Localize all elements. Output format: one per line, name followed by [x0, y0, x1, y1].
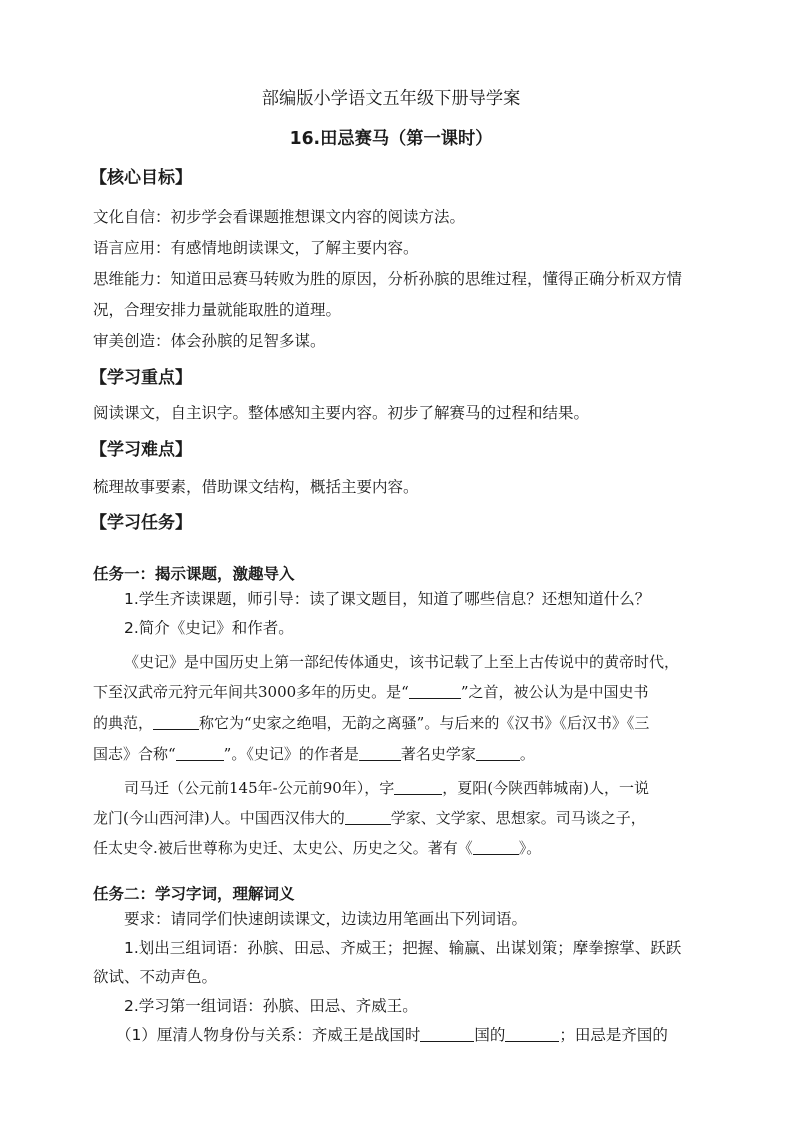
goal-language: 语言应用：有感情地朗读课文，了解主要内容。 — [93, 239, 419, 257]
fill-blank[interactable] — [476, 744, 520, 761]
task2-item3: （1）厘清人物身份与关系：齐威王是战国时 国的 ；田忌是齐国的 — [116, 1026, 668, 1044]
simaqian-paragraph-line2: 龙门(今山西河津)人。中国西汉伟大的 学家、文学家、思想家。司马谈之子， — [93, 809, 646, 827]
section-heading-difficulty: 【学习难点】 — [90, 440, 192, 460]
fill-blank[interactable] — [176, 744, 224, 761]
goal-culture: 文化自信：初步学会看课题推想课文内容的阅读方法。 — [93, 208, 466, 226]
fill-blank[interactable] — [394, 778, 442, 795]
shiji-paragraph-line3: 的典范， 称它为“史家之绝唱，无韵之离骚”。与后来的《汉书》《后汉书》《三 — [93, 714, 650, 732]
goal-thinking: 思维能力：知道田忌赛马转败为胜的原因，分析孙膑的思维过程，懂得正确分析双方情 — [93, 270, 683, 288]
task2-heading: 任务二：学习字词，理解词义 — [93, 885, 295, 903]
section-heading-goals: 【核心目标】 — [90, 168, 192, 188]
simaqian-paragraph-line3: 任太史令.被后世尊称为史迁、太史公、历史之父。著有《 》。 — [93, 839, 542, 857]
task2-requirement: 要求：请同学们快速朗读课文，边读边用笔画出下列词语。 — [124, 910, 528, 928]
shiji-paragraph-line1: 《史记》是中国历史上第一部纪传体通史，该书记载了上至上古传说中的黄帝时代， — [124, 653, 680, 671]
fill-blank[interactable] — [473, 838, 519, 855]
difficulty-text: 梳理故事要素，借助课文结构，概括主要内容。 — [93, 478, 419, 496]
fill-blank[interactable] — [409, 682, 461, 699]
document-title: 部编版小学语文五年级下册导学案 — [261, 89, 521, 109]
section-heading-tasks: 【学习任务】 — [90, 513, 192, 533]
task1-step1: 1.学生齐读课题，师引导：读了课文题目，知道了哪些信息？还想知道什么？ — [124, 590, 651, 608]
fill-blank[interactable] — [420, 1025, 474, 1042]
section-heading-focus: 【学习重点】 — [90, 368, 192, 388]
lesson-title: 16.田忌赛马（第一课时） — [289, 129, 493, 149]
task2-item1-line1: 1.划出三组词语：孙膑、田忌、齐威王；把握、输赢、出谋划策；摩拳擦掌、跃跃 — [124, 939, 682, 957]
goal-thinking-cont: 况，合理安排力量就能取胜的道理。 — [93, 301, 342, 319]
goal-aesthetic: 审美创造：体会孙膑的足智多谋。 — [93, 332, 326, 350]
task1-step2: 2.简介《史记》和作者。 — [124, 619, 294, 637]
task1-heading: 任务一：揭示课题，激趣导入 — [93, 565, 295, 583]
shiji-paragraph-line2: 下至汉武帝元狩元年间共3000多年的历史。是“ ”之首，被公认为是中国史书 — [93, 683, 649, 701]
task2-item1-line2: 欲试、不动声色。 — [93, 968, 218, 986]
fill-blank[interactable] — [359, 744, 401, 761]
shiji-paragraph-line4: 国志》合称“ ”。《史记》的作者是 著名史学家 。 — [93, 745, 535, 763]
fill-blank[interactable] — [345, 808, 391, 825]
focus-text: 阅读课文，自主识字。整体感知主要内容。初步了解赛马的过程和结果。 — [93, 404, 590, 422]
simaqian-paragraph-line1: 司马迁（公元前145年-公元前90年），字 ，夏阳(今陕西韩城南)人，一说 — [124, 779, 650, 797]
fill-blank[interactable] — [505, 1025, 559, 1042]
fill-blank[interactable] — [153, 713, 199, 730]
task2-item2: 2.学习第一组词语：孙膑、田忌、齐威王。 — [124, 997, 418, 1015]
